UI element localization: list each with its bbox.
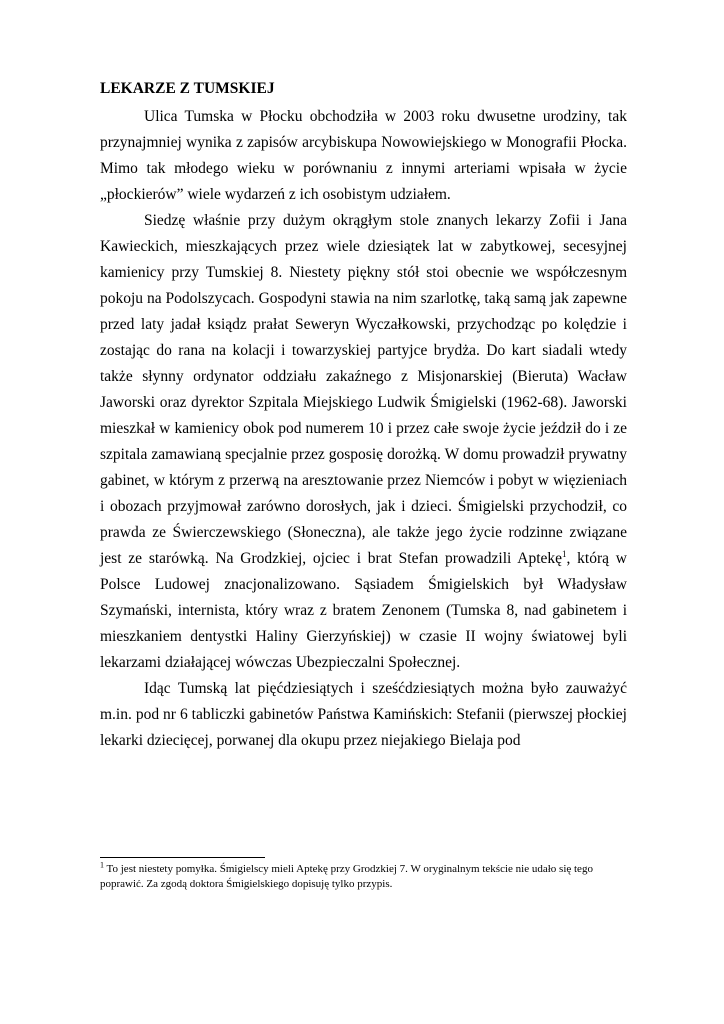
footnote-separator [100, 857, 265, 858]
footnote [100, 862, 627, 892]
footnote-reference[interactable]: 1 [562, 548, 567, 559]
document-body [100, 78, 627, 754]
paragraph-3: Idąc Tumską lat pięćdziesiątych i sześćdziesiątych można było zauważyć m.in. pod nr 6 tabliczki gabinetów Państwa Kamińskich: Stefanii (pierwszej płockiej lekarki dziecięcej, porwanej dla okupu przez niejakiego Bielaja pod [100, 680, 627, 749]
paragraph-1: Ulica Tumska w Płocku obchodziła w 2003 roku dwusetne urodziny, tak przynajmniej wynika z zapisów arcybiskupa Nowowiejskiego w Monografii Płocka. Mimo tak młodego wieku w porównaniu z innymi arteriami wpisała w życie „płockierów” wiele wydarzeń z ich osobistym udziałem. [100, 108, 627, 203]
footnote-marker: 1 [100, 860, 104, 870]
paragraph-2-text-end: , którą w Polsce Ludowej znacjonalizowano. Sąsiadem Śmigielskich był Władysław Szymański, internista, który wraz z bratem Zenonem (Tumska 8, nad gabinetem i mieszkaniem dentystki Haliny Gierzyńskiej) w czasie II wojny światowej byli lekarzami działającej wówczas Ubezpieczalni Społecznej. [100, 550, 627, 671]
paragraph-2 [100, 208, 627, 676]
paragraph-2-text-start: Siedzę właśnie przy dużym okrągłym stole znanych lekarzy Zofii i Jana Kawieckich, mieszkających przez wiele dziesiątek lat w zabytkowej, secesyjnej kamienicy przy Tumskiej 8. Niestety piękny stół stoi obecnie we współczesnym pokoju na Podolszycach. Gospodyni stawia na nim szarlotkę, taką samą jak zapewne przed laty jadał ksiądz prałat Seweryn Wyczałkowski, przychodząc po kolędzie i zostając do rana na kolacji i towarzyskiej partyjce brydża. Do kart siadali wtedy także słynny ordynator oddziału zakaźnego z Misjonarskiej (Bieruta) Wacław Jaworski oraz dyrektor Szpitala Miejskiego Ludwik Śmigielski (1962-68). Jaworski mieszkał w kamienicy obok pod numerem 10 i przez całe swoje życie jeździł do i ze szpitala zamawianą specjalnie przez gosposię dorożką. W domu prowadził prywatny gabinet, w którym z przerwą na aresztowanie przez Niemców i pobyt w więzieniach i obozach przyjmował zarówno dorosłych, jak i dzieci. Śmigielski przychodził, co prawda ze Świerczewskiego (Słoneczna), ale także jego życie rodzinne związane jest ze starówką. Na Grodzkiej, ojciec i brat Stefan prowadzili Aptekę [100, 212, 627, 567]
footnote-text: To jest niestety pomyłka. Śmigielscy mieli Aptekę przy Grodzkiej 7. W oryginalnym tekście nie udało się tego poprawić. Za zgodą doktora Śmigielskiego dopisuję tylko przypis. [100, 863, 593, 890]
document-title: LEKARZE Z TUMSKIEJ [100, 80, 275, 97]
